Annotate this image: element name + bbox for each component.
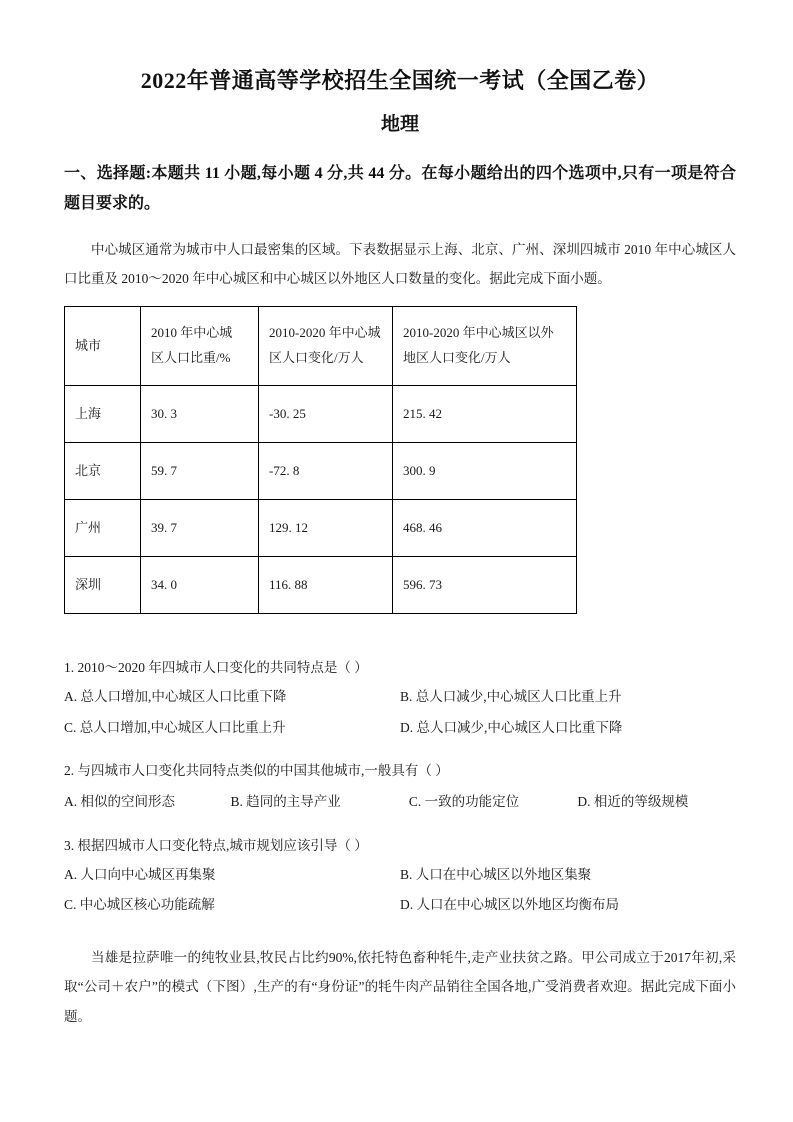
population-data-table: [64, 306, 577, 614]
table-header-share-2010: [141, 306, 259, 385]
table-cell-outer-change: 215. 42: [393, 385, 577, 442]
table-cell-outer-change: 300. 9: [393, 442, 577, 499]
table-question-spacer: [64, 614, 736, 640]
question-3-stem: 3. 根据四城市人口变化特点,城市规划应该引导（ ）: [64, 837, 368, 853]
passage-intro: 中心城区通常为城市中人口最密集的区域。下表数据显示上海、北京、广州、深圳四城市 2010 年中心城区人口比重及 2010～2020 年中心城区和中心城区以外地区人口数量的变化。据此完成下面小题。: [64, 241, 736, 287]
table-cell-core-change: 116. 88: [259, 556, 393, 613]
question-2-option-a[interactable]: A. 相似的空间形态: [64, 794, 175, 810]
table-row: [65, 442, 577, 499]
table-cell-share-2010: 34. 0: [141, 556, 259, 613]
question-3-option-c[interactable]: C. 中心城区核心功能疏解: [64, 897, 215, 913]
question-3: [64, 818, 736, 921]
question-2-option-c[interactable]: C. 一致的功能定位: [408, 794, 520, 810]
question-3-options: [64, 860, 736, 921]
table-header-row: [65, 306, 577, 385]
subject-title: 地理: [380, 113, 419, 135]
table-cell-city: 深圳: [65, 556, 141, 613]
table-cell-city: 上海: [65, 385, 141, 442]
question-1-option-d[interactable]: D. 总人口减少,中心城区人口比重下降: [400, 719, 623, 735]
table-row: [65, 556, 577, 613]
table-cell-outer-change: 468. 46: [393, 499, 577, 556]
table-cell-share-2010: 59. 7: [141, 442, 259, 499]
question-1-options: [64, 682, 736, 743]
question-1-option-c[interactable]: C. 总人口增加,中心城区人口比重上升: [64, 719, 286, 735]
table-header-core-change: [259, 306, 393, 385]
question-2-option-b[interactable]: B. 趋同的主导产业: [230, 794, 341, 810]
table-cell-share-2010: 30. 3: [141, 385, 259, 442]
question-2-stem: 2. 与四城市人口变化共同特点类似的中国其他城市,一般具有（ ）: [64, 762, 449, 778]
table-header-outer-change-line2: 地区人口变化/万人: [403, 349, 511, 365]
table-row: [65, 385, 577, 442]
table-cell-core-change: -72. 8: [259, 442, 393, 499]
question-1: [64, 640, 736, 743]
table-cell-core-change: -30. 25: [259, 385, 393, 442]
question-1-option-b[interactable]: B. 总人口减少,中心城区人口比重上升: [400, 689, 622, 705]
question-3-option-d[interactable]: D. 人口在中心城区以外地区均衡布局: [400, 897, 619, 913]
question-2-options: [64, 785, 736, 817]
question-1-stem: 1. 2010～2020 年四城市人口变化的共同特点是（ ）: [64, 659, 368, 675]
table-cell-share-2010: 39. 7: [141, 499, 259, 556]
page-content: [64, 0, 736, 1032]
question-3-option-a[interactable]: A. 人口向中心城区再集聚: [64, 867, 216, 883]
table-cell-core-change: 129. 12: [259, 499, 393, 556]
table-header-core-change-line1: 2010-2020 年中心城: [269, 325, 381, 341]
passage-tail: 当雄是拉萨唯一的纯牧业县,牧民占比约90%,依托特色畜种牦牛,走产业扶贫之路。甲公司成立于2017年初,采取“公司＋农户”的模式（下图）,生产的有“身份证”的牦牛肉产品销往全国各地,广受消费者欢迎。据此完成下面小题。: [64, 949, 736, 1025]
question-2-option-d[interactable]: D. 相近的等级规模: [577, 794, 689, 810]
question-3-option-b[interactable]: B. 人口在中心城区以外地区集聚: [400, 867, 592, 883]
table-cell-city: 北京: [65, 442, 141, 499]
population-table-container: [64, 294, 736, 614]
section-heading-multiple-choice: 一、选择题:本题共 11 小题,每小题 4 分,共 44 分。在每小题给出的四个选项中,只有一项是符合题目要求的。: [64, 165, 736, 212]
table-header-share-2010-line2: 区人口比重/%: [151, 349, 231, 365]
page-title: 2022年普通高等学校招生全国统一考试（全国乙卷）: [140, 68, 660, 93]
table-header-city: 城市: [65, 306, 141, 385]
question-2: [64, 743, 736, 818]
table-cell-city: 广州: [65, 499, 141, 556]
table-header-share-2010-line1: 2010 年中心城: [151, 325, 233, 341]
table-header-core-change-line2: 区人口变化/万人: [269, 349, 364, 365]
question-1-option-a[interactable]: A. 总人口增加,中心城区人口比重下降: [64, 689, 287, 705]
table-header-outer-change-line1: 2010-2020 年中心城区以外: [403, 325, 554, 341]
table-row: [65, 499, 577, 556]
table-cell-outer-change: 596. 73: [393, 556, 577, 613]
table-header-outer-change: [393, 306, 577, 385]
